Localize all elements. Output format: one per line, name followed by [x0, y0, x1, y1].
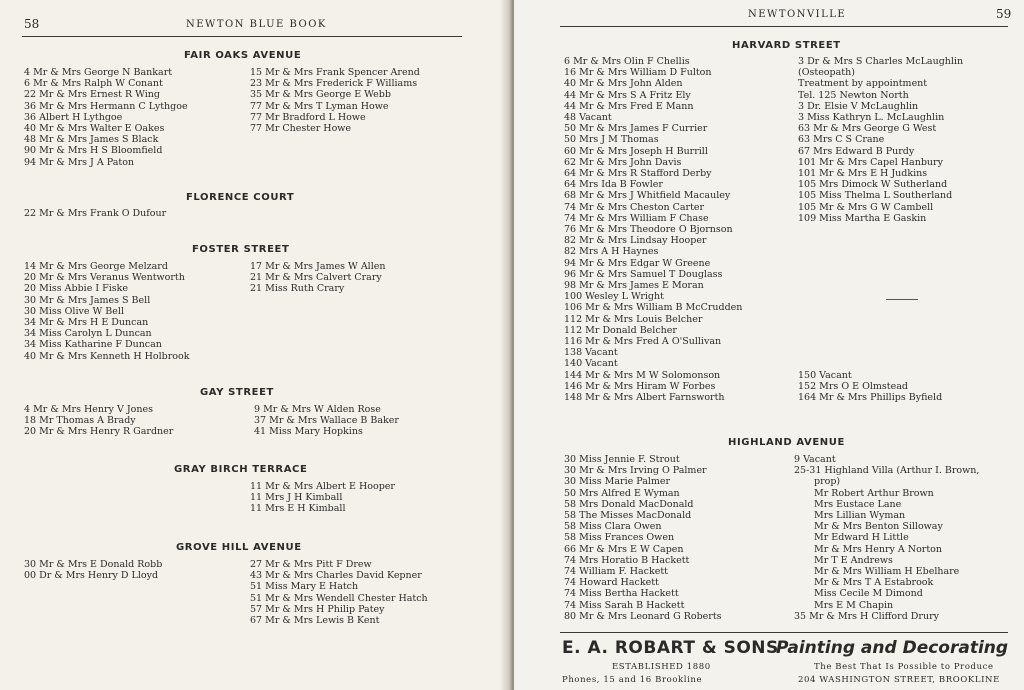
directory-entry: 58 The Misses MacDonald: [564, 510, 692, 522]
directory-entry: 6 Mr & Mrs Olin F Chellis: [564, 56, 690, 67]
directory-entry: 25-31 Highland Villa (Arthur I. Brown,: [794, 465, 980, 477]
directory-entry: Mr Robert Arthur Brown: [814, 487, 934, 499]
directory-entry: (Osteopath): [798, 67, 855, 79]
directory-entry: 116 Mr & Mrs Fred A O'Sullivan: [564, 336, 722, 348]
section-heading: GROVE HILL AVENUE: [176, 542, 302, 553]
directory-entry: Mrs Lillian Wyman: [814, 510, 906, 522]
directory-entry: prop): [814, 476, 841, 488]
directory-entry: 74 Miss Bertha Hackett: [564, 588, 679, 600]
directory-entry: 58 Miss Clara Owen: [564, 521, 662, 533]
directory-entry: 98 Mr & Mrs James E Moran: [564, 280, 704, 292]
directory-entry: 74 Miss Sarah B Hackett: [564, 599, 685, 611]
directory-entry: 77 Mr Chester Howe: [250, 123, 352, 135]
directory-entry: 16 Mr & Mrs William D Fulton: [564, 67, 712, 79]
directory-entry: 76 Mr & Mrs Theodore O Bjornson: [564, 224, 733, 236]
directory-entry: 11 Mrs E H Kimball: [250, 503, 346, 515]
directory-entry: 30 Mr & Mrs E Donald Robb: [24, 559, 163, 570]
directory-entry: 112 Mr Donald Belcher: [564, 324, 677, 336]
running-header: NEWTON BLUE BOOK: [186, 19, 327, 30]
directory-entry: Mrs Eustace Lane: [814, 498, 902, 510]
directory-entry: 74 Mr & Mrs Cheston Carter: [564, 201, 705, 213]
directory-entry: 109 Miss Martha E Gaskin: [798, 212, 927, 224]
directory-entry: Mr & Mrs Henry A Norton: [814, 543, 942, 555]
entry-column: [24, 559, 162, 581]
directory-entry: 50 Mrs J M Thomas: [564, 134, 659, 146]
entry-column: [564, 56, 742, 403]
entry-column: [254, 404, 399, 438]
directory-entry: 22 Mr & Mrs Frank O Dufour: [24, 208, 167, 219]
directory-entry: 30 Miss Marie Palmer: [564, 476, 671, 488]
section-heading: HARVARD STREET: [732, 40, 841, 51]
directory-entry: 152 Mrs O E Olmstead: [798, 381, 908, 393]
directory-entry: 94 Mr & Mrs Edgar W Greene: [564, 257, 711, 269]
separator: [886, 299, 918, 300]
directory-entry: 22 Mr & Mrs Ernest R Wing: [24, 89, 160, 101]
entry-column: [24, 67, 188, 168]
directory-entry: 58 Miss Frances Owen: [564, 532, 675, 544]
directory-entry: 64 Mr & Mrs R Stafford Derby: [564, 168, 712, 180]
directory-entry: 44 Mr & Mrs S A Fritz Ely: [564, 89, 691, 101]
ad-company-name: E. A. ROBART & SONS: [562, 638, 779, 658]
directory-entry: 82 Mr & Mrs Lindsay Hooper: [564, 235, 707, 247]
directory-entry: Mr Edward H Little: [814, 532, 909, 544]
directory-entry: 3 Dr & Mrs S Charles McLaughlin: [798, 56, 964, 67]
directory-entry: 4 Mr & Mrs George N Bankart: [24, 67, 173, 78]
directory-entry: 18 Mr Thomas A Brady: [24, 415, 136, 427]
entry-group: [794, 611, 979, 622]
directory-entry: 23 Mr & Mrs Frederick F Williams: [250, 78, 418, 90]
directory-entry: 48 Mr & Mrs James S Black: [24, 134, 159, 146]
entry-column: [798, 370, 942, 404]
directory-entry: 20 Miss Abbie I Fiske: [24, 283, 129, 295]
directory-entry: 34 Miss Katharine F Duncan: [24, 339, 162, 351]
directory-entry: 51 Mr & Mrs Wendell Chester Hatch: [250, 592, 428, 604]
right-page: [514, 0, 1024, 690]
left-page: [0, 0, 510, 690]
directory-entry: Mr & Mrs Benton Silloway: [814, 521, 943, 533]
ad-phones: Phones, 15 and 16 Brookline: [562, 675, 703, 685]
directory-entry: 74 Mrs Horatio B Hackett: [564, 554, 690, 566]
directory-entry: 00 Dr & Mrs Henry D Lloyd: [24, 570, 159, 582]
directory-entry: 36 Mr & Mrs Hermann C Lythgoe: [24, 100, 188, 112]
directory-entry: 36 Albert H Lythgoe: [24, 111, 123, 123]
directory-entry: 27 Mr & Mrs Pitt F Drew: [250, 559, 372, 570]
entry-column: [24, 404, 173, 438]
directory-entry: 106 Mr & Mrs William B McCrudden: [564, 302, 743, 314]
directory-entry: 14 Mr & Mrs George Melzard: [24, 261, 168, 272]
directory-entry: Mrs E M Chapin: [814, 599, 894, 611]
directory-entry: 60 Mr & Mrs Joseph H Burrill: [564, 145, 708, 157]
entry-column: [564, 454, 722, 622]
directory-entry: Mr & Mrs William H Ebelhare: [814, 566, 960, 578]
section-heading: FAIR OAKS AVENUE: [184, 50, 302, 61]
entry-column: [250, 261, 386, 295]
ad-established: ESTABLISHED 1880: [612, 662, 711, 672]
directory-entry: 34 Miss Carolyn L Duncan: [24, 328, 152, 340]
directory-entry: 63 Mrs C S Crane: [798, 134, 885, 146]
section-heading: FLORENCE COURT: [186, 192, 295, 203]
directory-entry: Miss Cecile M Dimond: [814, 588, 923, 600]
directory-entry: 150 Vacant: [798, 370, 852, 381]
directory-entry: 17 Mr & Mrs James W Allen: [250, 261, 386, 272]
directory-entry: 66 Mr & Mrs E W Capen: [564, 543, 684, 555]
section-heading: GRAY BIRCH TERRACE: [174, 464, 308, 475]
directory-entry: 96 Mr & Mrs Samuel T Douglass: [564, 268, 723, 280]
directory-entry: 77 Mr Bradford L Howe: [250, 111, 366, 123]
page-number: 58: [24, 17, 40, 31]
section-heading: FOSTER STREET: [192, 244, 290, 255]
directory-entry: 30 Miss Jennie F. Strout: [564, 454, 680, 465]
directory-entry: 40 Mr & Mrs Kenneth H Holbrook: [24, 350, 190, 362]
directory-entry: Mr & Mrs T A Estabrook: [814, 577, 934, 589]
directory-entry: 68 Mr & Mrs J Whitfield Macauley: [564, 190, 731, 202]
directory-entry: 30 Miss Olive W Bell: [24, 305, 124, 317]
ad-address: 204 WASHINGTON STREET, BROOKLINE: [798, 675, 1000, 685]
directory-entry: 4 Mr & Mrs Henry V Jones: [24, 404, 153, 415]
directory-entry: 6 Mr & Mrs Ralph W Conant: [24, 78, 163, 90]
ad-slogan: Painting and Decorating: [776, 638, 1009, 658]
directory-entry: 50 Mrs Alfred E Wyman: [564, 487, 680, 499]
directory-entry: 146 Mr & Mrs Hiram W Forbes: [564, 380, 716, 392]
entry-column: [250, 559, 428, 626]
header-rule: [560, 26, 1008, 27]
directory-entry: 20 Mr & Mrs Veranus Wentworth: [24, 272, 185, 284]
directory-entry: 67 Mrs Edward B Purdy: [798, 145, 915, 157]
directory-entry: 41 Miss Mary Hopkins: [254, 426, 363, 438]
entry-group: [794, 454, 979, 476]
header-rule: [22, 36, 462, 37]
directory-entry: 57 Mr & Mrs H Philip Patey: [250, 603, 385, 615]
directory-entry: 48 Vacant: [564, 112, 612, 124]
entry-column: [24, 261, 189, 362]
entry-column: [798, 56, 963, 224]
directory-entry: 101 Mr & Mrs Capel Hanbury: [798, 156, 943, 168]
directory-entry: 82 Mrs A H Haynes: [564, 246, 659, 258]
directory-entry: 11 Mrs J H Kimball: [250, 492, 343, 504]
directory-entry: 40 Mr & Mrs Walter E Oakes: [24, 123, 165, 135]
directory-entry: 105 Miss Thelma L Southerland: [798, 190, 953, 202]
directory-entry: 58 Mrs Donald MacDonald: [564, 498, 694, 510]
directory-entry: 64 Mrs Ida B Fowler: [564, 179, 663, 191]
running-header: NEWTONVILLE: [748, 9, 847, 20]
directory-entry: 74 Mr & Mrs William F Chase: [564, 212, 709, 224]
section-heading: HIGHLAND AVENUE: [728, 437, 845, 448]
directory-entry: 140 Vacant: [564, 358, 618, 370]
directory-entry: Mr T E Andrews: [814, 554, 893, 566]
entry-group: [794, 476, 979, 610]
directory-entry: 30 Mr & Mrs Irving O Palmer: [564, 465, 707, 477]
directory-entry: 105 Mrs Dimock W Sutherland: [798, 179, 948, 191]
section-heading: GAY STREET: [200, 387, 274, 398]
directory-entry: 144 Mr & Mrs M W Solomonson: [564, 369, 721, 381]
directory-entry: 35 Mr & Mrs H Clifford Drury: [794, 610, 939, 622]
directory-entry: Tel. 125 Newton North: [798, 89, 909, 101]
directory-entry: 51 Miss Mary E Hatch: [250, 581, 359, 593]
directory-entry: 43 Mr & Mrs Charles David Kepner: [250, 570, 422, 582]
entry-column: [250, 481, 395, 515]
directory-entry: 30 Mr & Mrs James S Bell: [24, 294, 151, 306]
directory-entry: 101 Mr & Mrs E H Judkins: [798, 168, 928, 180]
ad-rule: [560, 632, 1008, 633]
directory-entry: 112 Mr & Mrs Louis Belcher: [564, 313, 703, 325]
directory-entry: 90 Mr & Mrs H S Bloomfield: [24, 145, 163, 157]
directory-entry: 15 Mr & Mrs Frank Spencer Arend: [250, 67, 420, 78]
directory-entry: Treatment by appointment: [798, 78, 928, 90]
directory-entry: 9 Vacant: [794, 454, 836, 465]
directory-entry: 3 Miss Kathryn L. McLaughlin: [798, 112, 945, 124]
entry-column: [250, 67, 420, 134]
directory-entry: 21 Miss Ruth Crary: [250, 283, 345, 295]
directory-entry: 21 Mr & Mrs Calvert Crary: [250, 272, 382, 284]
directory-entry: 74 William F. Hackett: [564, 566, 668, 578]
directory-entry: 9 Mr & Mrs W Alden Rose: [254, 404, 381, 415]
directory-entry: 164 Mr & Mrs Phillips Byfield: [798, 392, 943, 404]
directory-entry: 138 Vacant: [564, 347, 618, 359]
directory-entry: 34 Mr & Mrs H E Duncan: [24, 317, 149, 329]
directory-entry: 100 Wesley L Wright: [564, 291, 664, 303]
directory-entry: 105 Mr & Mrs G W Cambell: [798, 201, 934, 213]
directory-entry: 3 Dr. Elsie V McLaughlin: [798, 100, 919, 112]
directory-entry: 74 Howard Hackett: [564, 577, 659, 589]
directory-entry: 62 Mr & Mrs John Davis: [564, 156, 682, 168]
directory-entry: 77 Mr & Mrs T Lyman Howe: [250, 100, 389, 112]
directory-entry: 37 Mr & Mrs Wallace B Baker: [254, 415, 399, 427]
directory-entry: 67 Mr & Mrs Lewis B Kent: [250, 615, 380, 627]
directory-entry: 148 Mr & Mrs Albert Farnsworth: [564, 392, 725, 404]
directory-entry: 40 Mr & Mrs John Alden: [564, 78, 683, 90]
page-number: 59: [996, 7, 1012, 21]
directory-entry: 20 Mr & Mrs Henry R Gardner: [24, 426, 174, 438]
ad-tagline: The Best That Is Possible to Produce: [814, 662, 994, 672]
entry-column: [24, 208, 166, 219]
directory-entry: 44 Mr & Mrs Fred E Mann: [564, 100, 694, 112]
directory-entry: 94 Mr & Mrs J A Paton: [24, 156, 135, 168]
entry-column: [794, 454, 979, 622]
directory-entry: 50 Mr & Mrs James F Currier: [564, 123, 708, 135]
directory-entry: 80 Mr & Mrs Leonard G Roberts: [564, 610, 722, 622]
directory-entry: 35 Mr & Mrs George E Webb: [250, 89, 391, 101]
directory-entry: 11 Mr & Mrs Albert E Hooper: [250, 481, 395, 492]
directory-entry: 63 Mr & Mrs George G West: [798, 123, 937, 135]
